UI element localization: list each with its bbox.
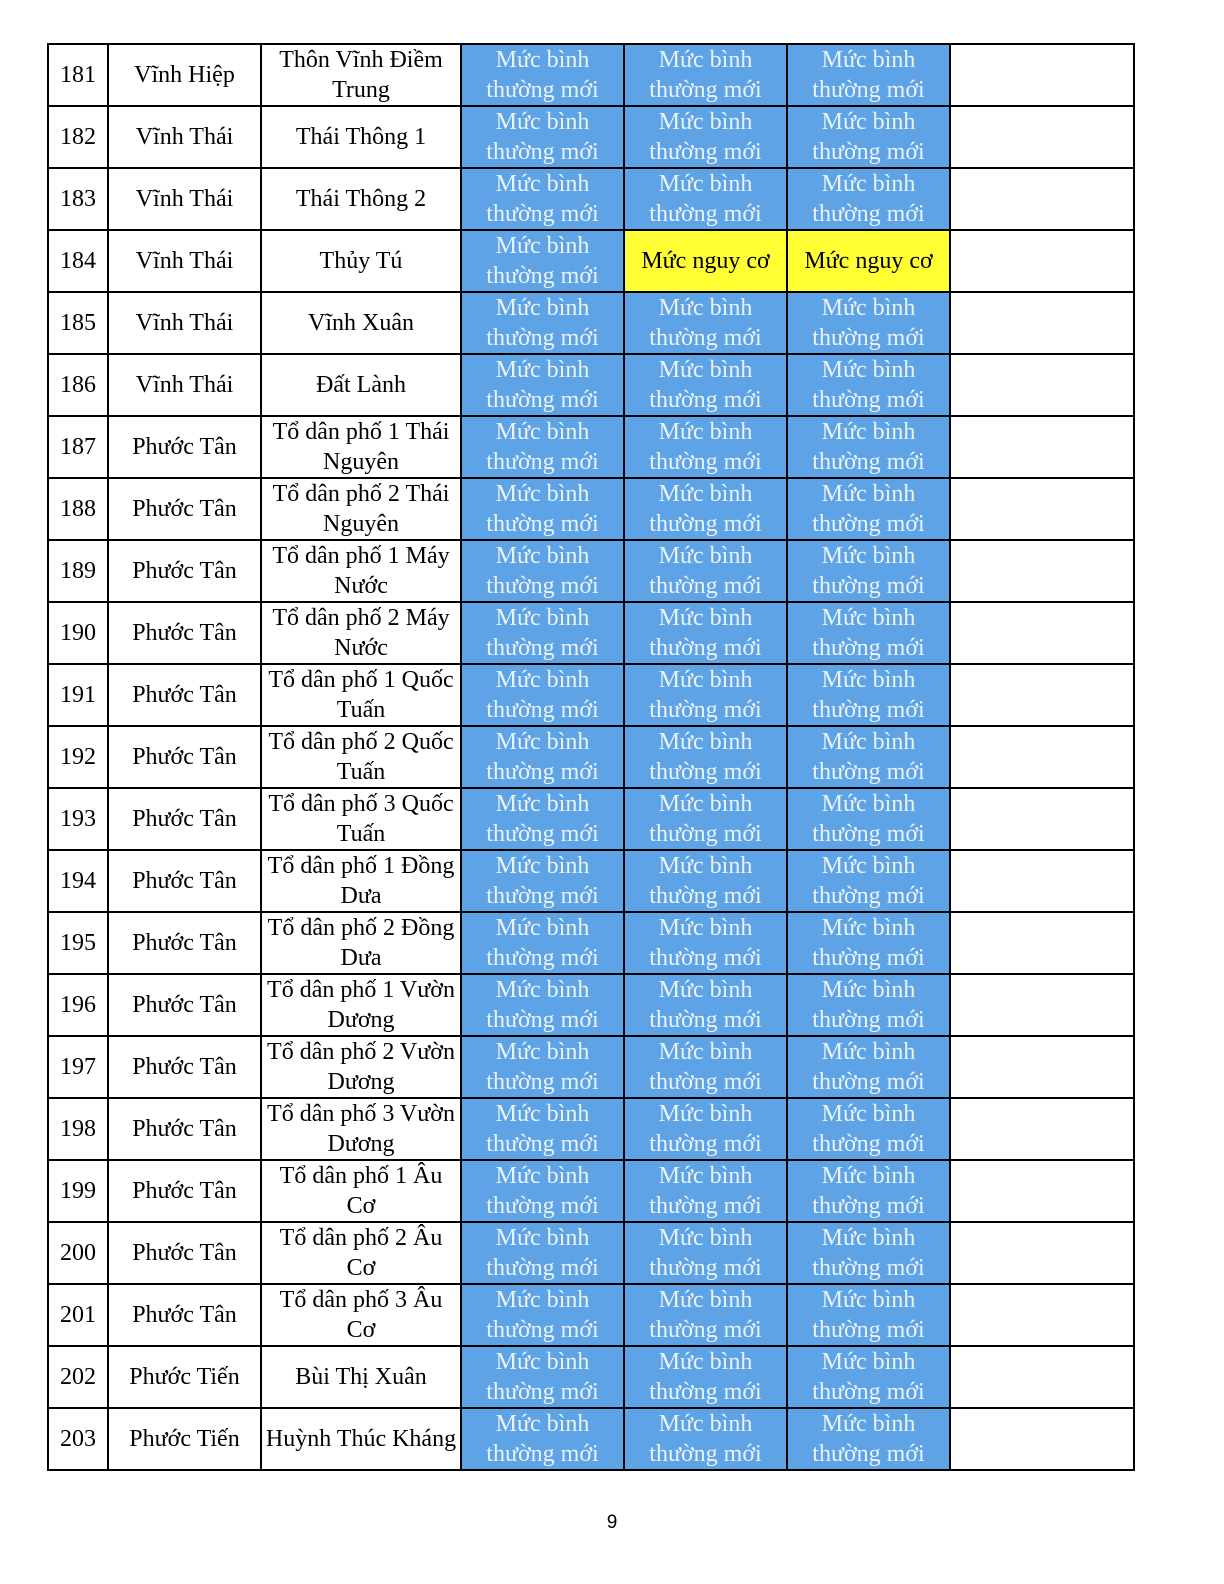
risk-level-cell: Mức bình thường mới bbox=[461, 974, 624, 1036]
commune-cell: Phước Tiến bbox=[108, 1408, 261, 1470]
table-row bbox=[48, 850, 1134, 912]
row-number-cell: 188 bbox=[48, 478, 108, 540]
table-row bbox=[48, 1222, 1134, 1284]
risk-level-cell: Mức bình thường mới bbox=[461, 168, 624, 230]
risk-level-cell: Mức bình thường mới bbox=[787, 354, 950, 416]
note-cell bbox=[950, 1346, 1134, 1408]
risk-level-cell: Mức bình thường mới bbox=[787, 1036, 950, 1098]
table-row bbox=[48, 788, 1134, 850]
risk-level-cell: Mức bình thường mới bbox=[624, 664, 787, 726]
risk-level-cell: Mức bình thường mới bbox=[624, 1346, 787, 1408]
risk-level-cell: Mức bình thường mới bbox=[787, 292, 950, 354]
hamlet-cell: Tổ dân phố 2 Đồng Dưa bbox=[261, 912, 461, 974]
risk-level-cell: Mức bình thường mới bbox=[624, 602, 787, 664]
risk-level-cell: Mức bình thường mới bbox=[787, 1160, 950, 1222]
hamlet-cell: Thái Thông 1 bbox=[261, 106, 461, 168]
risk-level-cell: Mức bình thường mới bbox=[787, 602, 950, 664]
note-cell bbox=[950, 602, 1134, 664]
hamlet-cell: Tổ dân phố 2 Thái Nguyên bbox=[261, 478, 461, 540]
row-number-cell: 195 bbox=[48, 912, 108, 974]
row-number-cell: 186 bbox=[48, 354, 108, 416]
table-row bbox=[48, 974, 1134, 1036]
risk-level-cell: Mức bình thường mới bbox=[461, 912, 624, 974]
table-row bbox=[48, 912, 1134, 974]
table-body bbox=[48, 44, 1134, 1470]
row-number-cell: 199 bbox=[48, 1160, 108, 1222]
table-row bbox=[48, 540, 1134, 602]
hamlet-cell: Tổ dân phố 3 Vườn Dương bbox=[261, 1098, 461, 1160]
hamlet-cell: Tổ dân phố 1 Thái Nguyên bbox=[261, 416, 461, 478]
note-cell bbox=[950, 850, 1134, 912]
row-number-cell: 202 bbox=[48, 1346, 108, 1408]
commune-cell: Phước Tân bbox=[108, 726, 261, 788]
commune-cell: Vĩnh Thái bbox=[108, 230, 261, 292]
row-number-cell: 189 bbox=[48, 540, 108, 602]
commune-cell: Phước Tân bbox=[108, 602, 261, 664]
note-cell bbox=[950, 1036, 1134, 1098]
risk-level-cell: Mức nguy cơ bbox=[624, 230, 787, 292]
hamlet-cell: Thôn Vĩnh Điềm Trung bbox=[261, 44, 461, 106]
risk-level-cell: Mức bình thường mới bbox=[787, 478, 950, 540]
hamlet-cell: Tổ dân phố 1 Máy Nước bbox=[261, 540, 461, 602]
row-number-cell: 196 bbox=[48, 974, 108, 1036]
table-row bbox=[48, 168, 1134, 230]
risk-level-cell: Mức bình thường mới bbox=[624, 1098, 787, 1160]
commune-cell: Vĩnh Thái bbox=[108, 106, 261, 168]
risk-level-cell: Mức bình thường mới bbox=[461, 1346, 624, 1408]
hamlet-cell: Tổ dân phố 2 Quốc Tuấn bbox=[261, 726, 461, 788]
risk-level-cell: Mức bình thường mới bbox=[624, 1160, 787, 1222]
risk-level-cell: Mức bình thường mới bbox=[787, 788, 950, 850]
table-row bbox=[48, 1160, 1134, 1222]
note-cell bbox=[950, 1160, 1134, 1222]
table-row bbox=[48, 1098, 1134, 1160]
note-cell bbox=[950, 168, 1134, 230]
risk-level-cell: Mức bình thường mới bbox=[624, 540, 787, 602]
commune-cell: Vĩnh Thái bbox=[108, 168, 261, 230]
commune-cell: Vĩnh Hiệp bbox=[108, 44, 261, 106]
risk-level-cell: Mức bình thường mới bbox=[787, 726, 950, 788]
row-number-cell: 181 bbox=[48, 44, 108, 106]
note-cell bbox=[950, 230, 1134, 292]
risk-level-cell: Mức bình thường mới bbox=[461, 1098, 624, 1160]
risk-level-cell: Mức bình thường mới bbox=[461, 1160, 624, 1222]
risk-level-cell: Mức bình thường mới bbox=[624, 292, 787, 354]
row-number-cell: 198 bbox=[48, 1098, 108, 1160]
risk-level-cell: Mức bình thường mới bbox=[461, 540, 624, 602]
commune-cell: Phước Tân bbox=[108, 788, 261, 850]
note-cell bbox=[950, 726, 1134, 788]
note-cell bbox=[950, 44, 1134, 106]
row-number-cell: 203 bbox=[48, 1408, 108, 1470]
risk-level-table bbox=[47, 43, 1135, 1471]
note-cell bbox=[950, 664, 1134, 726]
row-number-cell: 185 bbox=[48, 292, 108, 354]
commune-cell: Phước Tân bbox=[108, 1222, 261, 1284]
risk-level-cell: Mức bình thường mới bbox=[787, 44, 950, 106]
row-number-cell: 197 bbox=[48, 1036, 108, 1098]
note-cell bbox=[950, 1098, 1134, 1160]
risk-level-cell: Mức bình thường mới bbox=[624, 168, 787, 230]
risk-level-cell: Mức bình thường mới bbox=[624, 44, 787, 106]
commune-cell: Vĩnh Thái bbox=[108, 292, 261, 354]
hamlet-cell: Bùi Thị Xuân bbox=[261, 1346, 461, 1408]
risk-level-cell: Mức bình thường mới bbox=[461, 602, 624, 664]
risk-level-cell: Mức bình thường mới bbox=[787, 1346, 950, 1408]
hamlet-cell: Tổ dân phố 3 Quốc Tuấn bbox=[261, 788, 461, 850]
table-row bbox=[48, 44, 1134, 106]
risk-level-cell: Mức bình thường mới bbox=[461, 664, 624, 726]
note-cell bbox=[950, 974, 1134, 1036]
hamlet-cell: Tổ dân phố 1 Vườn Dương bbox=[261, 974, 461, 1036]
commune-cell: Phước Tân bbox=[108, 974, 261, 1036]
risk-level-cell: Mức bình thường mới bbox=[461, 1222, 624, 1284]
risk-level-cell: Mức bình thường mới bbox=[461, 106, 624, 168]
table-row bbox=[48, 416, 1134, 478]
table-row bbox=[48, 230, 1134, 292]
row-number-cell: 193 bbox=[48, 788, 108, 850]
risk-level-cell: Mức bình thường mới bbox=[624, 850, 787, 912]
table-row bbox=[48, 602, 1134, 664]
note-cell bbox=[950, 1408, 1134, 1470]
risk-level-cell: Mức bình thường mới bbox=[461, 478, 624, 540]
table-row bbox=[48, 478, 1134, 540]
row-number-cell: 182 bbox=[48, 106, 108, 168]
risk-level-cell: Mức bình thường mới bbox=[624, 106, 787, 168]
risk-level-cell: Mức nguy cơ bbox=[787, 230, 950, 292]
hamlet-cell: Vĩnh Xuân bbox=[261, 292, 461, 354]
hamlet-cell: Tổ dân phố 1 Quốc Tuấn bbox=[261, 664, 461, 726]
table-row bbox=[48, 1408, 1134, 1470]
risk-level-cell: Mức bình thường mới bbox=[461, 1284, 624, 1346]
risk-level-cell: Mức bình thường mới bbox=[624, 1408, 787, 1470]
hamlet-cell: Thủy Tú bbox=[261, 230, 461, 292]
risk-level-cell: Mức bình thường mới bbox=[787, 540, 950, 602]
hamlet-cell: Tổ dân phố 2 Máy Nước bbox=[261, 602, 461, 664]
note-cell bbox=[950, 1222, 1134, 1284]
hamlet-cell: Thái Thông 2 bbox=[261, 168, 461, 230]
risk-level-cell: Mức bình thường mới bbox=[461, 292, 624, 354]
table-row bbox=[48, 106, 1134, 168]
hamlet-cell: Tổ dân phố 2 Vườn Dương bbox=[261, 1036, 461, 1098]
risk-level-cell: Mức bình thường mới bbox=[461, 1408, 624, 1470]
table-row bbox=[48, 354, 1134, 416]
row-number-cell: 187 bbox=[48, 416, 108, 478]
commune-cell: Phước Tân bbox=[108, 540, 261, 602]
row-number-cell: 201 bbox=[48, 1284, 108, 1346]
risk-level-cell: Mức bình thường mới bbox=[624, 726, 787, 788]
risk-level-cell: Mức bình thường mới bbox=[624, 1036, 787, 1098]
hamlet-cell: Tổ dân phố 1 Âu Cơ bbox=[261, 1160, 461, 1222]
row-number-cell: 192 bbox=[48, 726, 108, 788]
table-row bbox=[48, 726, 1134, 788]
risk-level-cell: Mức bình thường mới bbox=[787, 912, 950, 974]
risk-level-cell: Mức bình thường mới bbox=[787, 850, 950, 912]
risk-level-cell: Mức bình thường mới bbox=[787, 1098, 950, 1160]
risk-level-cell: Mức bình thường mới bbox=[787, 664, 950, 726]
commune-cell: Phước Tiến bbox=[108, 1346, 261, 1408]
row-number-cell: 184 bbox=[48, 230, 108, 292]
commune-cell: Phước Tân bbox=[108, 1160, 261, 1222]
row-number-cell: 194 bbox=[48, 850, 108, 912]
commune-cell: Phước Tân bbox=[108, 850, 261, 912]
table-row bbox=[48, 292, 1134, 354]
note-cell bbox=[950, 292, 1134, 354]
note-cell bbox=[950, 106, 1134, 168]
hamlet-cell: Tổ dân phố 1 Đồng Dưa bbox=[261, 850, 461, 912]
risk-level-cell: Mức bình thường mới bbox=[624, 788, 787, 850]
risk-level-cell: Mức bình thường mới bbox=[624, 416, 787, 478]
note-cell bbox=[950, 1284, 1134, 1346]
risk-level-cell: Mức bình thường mới bbox=[624, 912, 787, 974]
risk-level-cell: Mức bình thường mới bbox=[787, 106, 950, 168]
risk-level-cell: Mức bình thường mới bbox=[787, 974, 950, 1036]
note-cell bbox=[950, 354, 1134, 416]
note-cell bbox=[950, 788, 1134, 850]
risk-level-cell: Mức bình thường mới bbox=[624, 1284, 787, 1346]
table-row bbox=[48, 1036, 1134, 1098]
note-cell bbox=[950, 912, 1134, 974]
table-row bbox=[48, 1284, 1134, 1346]
commune-cell: Phước Tân bbox=[108, 1284, 261, 1346]
row-number-cell: 191 bbox=[48, 664, 108, 726]
risk-level-cell: Mức bình thường mới bbox=[461, 1036, 624, 1098]
commune-cell: Phước Tân bbox=[108, 1098, 261, 1160]
table-row bbox=[48, 1346, 1134, 1408]
risk-level-cell: Mức bình thường mới bbox=[461, 354, 624, 416]
risk-level-cell: Mức bình thường mới bbox=[624, 478, 787, 540]
commune-cell: Phước Tân bbox=[108, 912, 261, 974]
risk-level-cell: Mức bình thường mới bbox=[787, 416, 950, 478]
risk-level-cell: Mức bình thường mới bbox=[624, 974, 787, 1036]
hamlet-cell: Đất Lành bbox=[261, 354, 461, 416]
risk-level-cell: Mức bình thường mới bbox=[624, 1222, 787, 1284]
note-cell bbox=[950, 478, 1134, 540]
commune-cell: Phước Tân bbox=[108, 664, 261, 726]
risk-level-cell: Mức bình thường mới bbox=[787, 1284, 950, 1346]
hamlet-cell: Tổ dân phố 3 Âu Cơ bbox=[261, 1284, 461, 1346]
commune-cell: Phước Tân bbox=[108, 1036, 261, 1098]
risk-level-cell: Mức bình thường mới bbox=[461, 726, 624, 788]
risk-level-cell: Mức bình thường mới bbox=[461, 788, 624, 850]
row-number-cell: 190 bbox=[48, 602, 108, 664]
row-number-cell: 200 bbox=[48, 1222, 108, 1284]
risk-level-cell: Mức bình thường mới bbox=[787, 1408, 950, 1470]
risk-level-cell: Mức bình thường mới bbox=[461, 850, 624, 912]
risk-level-cell: Mức bình thường mới bbox=[461, 416, 624, 478]
risk-level-cell: Mức bình thường mới bbox=[461, 44, 624, 106]
risk-level-cell: Mức bình thường mới bbox=[461, 230, 624, 292]
hamlet-cell: Huỳnh Thúc Kháng bbox=[261, 1408, 461, 1470]
row-number-cell: 183 bbox=[48, 168, 108, 230]
note-cell bbox=[950, 540, 1134, 602]
table-row bbox=[48, 664, 1134, 726]
page-number: 9 bbox=[606, 1512, 618, 1533]
commune-cell: Phước Tân bbox=[108, 478, 261, 540]
note-cell bbox=[950, 416, 1134, 478]
hamlet-cell: Tổ dân phố 2 Âu Cơ bbox=[261, 1222, 461, 1284]
commune-cell: Phước Tân bbox=[108, 416, 261, 478]
risk-level-cell: Mức bình thường mới bbox=[787, 1222, 950, 1284]
commune-cell: Vĩnh Thái bbox=[108, 354, 261, 416]
risk-level-cell: Mức bình thường mới bbox=[624, 354, 787, 416]
risk-level-cell: Mức bình thường mới bbox=[787, 168, 950, 230]
